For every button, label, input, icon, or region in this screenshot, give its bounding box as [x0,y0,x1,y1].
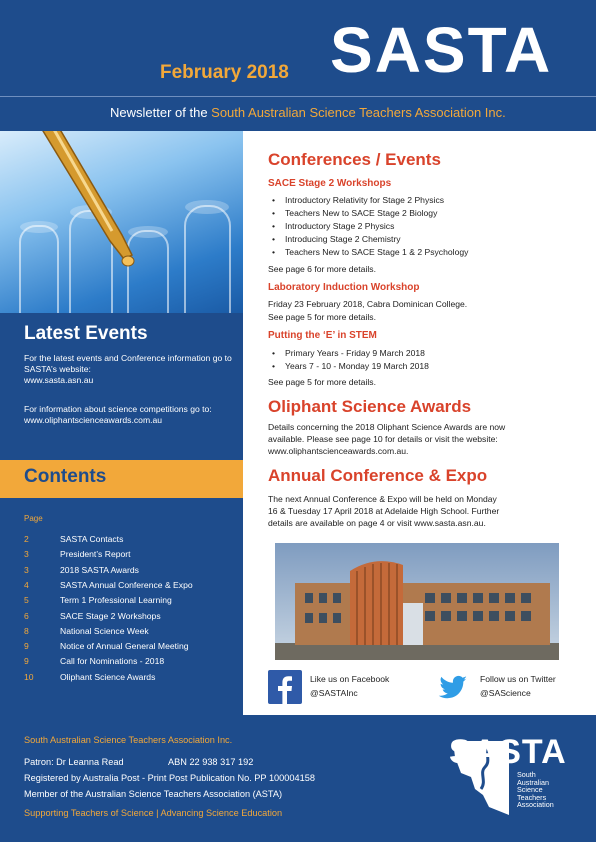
toc-entry-label: President’s Report [60,549,131,560]
oliphant-line: Details concerning the 2018 Oliphant Science Awards are now [268,422,506,432]
toc-entry-label: SACE Stage 2 Workshops [60,610,161,621]
annual-line: The next Annual Conference & Expo will be held on Monday [268,494,497,504]
logo-sub-line: Science [517,785,543,795]
twitter-text [480,672,556,700]
competitions-text [24,404,234,426]
table-row[interactable] [24,534,234,549]
logo-subtitle [517,771,554,809]
toc-page-number: 9 [24,641,29,652]
test-tube-illustration [0,131,243,313]
lab-workshop-date: Friday 23 February 2018, Cabra Dominican College. [268,299,468,309]
stem-heading: Putting the ‘E’ in STEM [268,330,377,341]
twitter-label: Follow us on Twitter [480,674,556,684]
footer-org-name: South Australian Science Teachers Association Inc. [24,735,233,745]
toc-page-number: 10 [24,671,34,682]
latest-events-heading: Latest Events [24,323,148,344]
toc-page-number: 5 [24,595,29,606]
masthead-tagline [110,105,506,120]
toc-page-number: 4 [24,579,29,590]
lab-workshop-note: See page 5 for more details. [268,312,376,322]
logo-wordmark: SASTA [449,733,567,771]
footer-slogan: Supporting Teachers of Science | Advancing Science Education [24,808,283,818]
tagline-prefix: Newsletter of the [110,105,212,120]
toc-entry-label: Call for Nominations - 2018 [60,656,165,667]
latest-events-para: For the latest events and Conference information go to SASTA’s website: [24,353,232,374]
list-item-text: Introductory Stage 2 Physics [285,221,395,231]
oliphant-heading: Oliphant Science Awards [268,397,472,416]
page-column-label: Page [24,514,43,523]
toc-entry-label: Oliphant Science Awards [60,671,156,682]
table-row[interactable] [24,580,234,595]
sace-note: See page 6 for more details. [268,264,376,274]
toc-page-number: 2 [24,534,29,544]
list-item-text: Years 7 - 10 - Monday 19 March 2018 [285,361,429,371]
table-row[interactable] [24,565,234,580]
annual-line: 16 & Tuesday 17 April 2018 at Adelaide High School. Further [268,506,500,516]
table-row[interactable] [24,626,234,641]
lab-workshop-heading: Laboratory Induction Workshop [268,282,420,293]
tagline-org: South Australian Science Teachers Association Inc. [211,105,506,120]
toc-entry-label: SASTA Contacts [60,534,124,544]
sace-workshops-heading: SACE Stage 2 Workshops [268,178,392,189]
footer-membership: Member of the Australian Science Teachers Association (ASTA) [24,789,283,799]
toc-entry-label: 2018 SASTA Awards [60,564,139,575]
latest-events-text [24,353,234,386]
conferences-heading: Conferences / Events [268,150,441,169]
facebook-icon[interactable] [268,670,302,704]
annual-line: details are available on page 4 or visit www.sasta.asn.au. [268,518,486,528]
logo-sub-line: South [517,770,536,779]
list-item-text: Primary Years - Friday 9 March 2018 [285,348,425,358]
facebook-handle[interactable]: @SASTAInc [310,688,358,698]
table-row[interactable] [24,549,234,564]
facebook-logo [268,670,302,704]
facebook-label: Like us on Facebook [310,674,390,684]
table-row[interactable] [24,611,234,626]
toc-entry-label: Notice of Annual General Meeting [60,641,189,652]
toc-entry-label: SASTA Annual Conference & Expo [60,579,193,590]
list-item-text: Introducing Stage 2 Chemistry [285,234,401,244]
twitter-bird [436,670,470,704]
toc-page-number: 3 [24,564,29,575]
oliphant-line: available. Please see page 10 for details or visit the website: [268,434,498,444]
masthead-divider [0,96,596,97]
toc-page-number: 9 [24,656,29,667]
building-illustration [275,543,559,660]
competitions-para: For information about science competitions go to: [24,404,212,414]
contents-heading: Contents [24,466,107,487]
list-item-text: Teachers New to SACE Stage 2 Biology [285,208,438,218]
toc-entry-label: Term 1 Professional Learning [60,595,172,606]
logo-sub-line: Association [517,800,554,810]
logo-sub-line: Australian [517,777,549,787]
masthead-title: SASTA [330,14,553,86]
twitter-handle[interactable]: @SAScience [480,688,531,698]
table-row[interactable] [24,672,234,687]
table-row[interactable] [24,656,234,671]
stem-note: See page 5 for more details. [268,377,376,387]
facebook-text [310,672,389,700]
oliphant-link[interactable]: www.oliphantscienceawards.com.au. [268,446,409,456]
footer-patron: Patron: Dr Leanna Read [24,757,124,767]
issue-date: February 2018 [160,62,289,83]
toc-page-number: 8 [24,625,29,636]
school-building-photo [275,543,559,660]
footer-abn: ABN 22 938 317 192 [168,757,254,767]
list-item-text: Teachers New to SACE Stage 1 & 2 Psychology [285,247,469,257]
logo-sub-line: Teachers [517,792,547,802]
oliphant-website-link[interactable]: www.oliphantscienceawards.com.au [24,415,163,425]
twitter-icon[interactable] [436,670,470,704]
toc-page-number: 3 [24,549,29,560]
table-row[interactable] [24,641,234,656]
toc-entry-label: National Science Week [60,625,149,636]
toc-page-number: 6 [24,610,29,621]
test-tube-photo [0,131,243,313]
list-item-text: Introductory Relativity for Stage 2 Physics [285,195,445,205]
sasta-website-link[interactable]: www.sasta.asn.au [24,375,94,385]
sasta-logo [449,733,579,817]
annual-conference-heading: Annual Conference & Expo [268,466,488,485]
footer-registration: Registered by Australia Post - Print Post Publication No. PP 100004158 [24,773,315,783]
table-row[interactable] [24,595,234,610]
